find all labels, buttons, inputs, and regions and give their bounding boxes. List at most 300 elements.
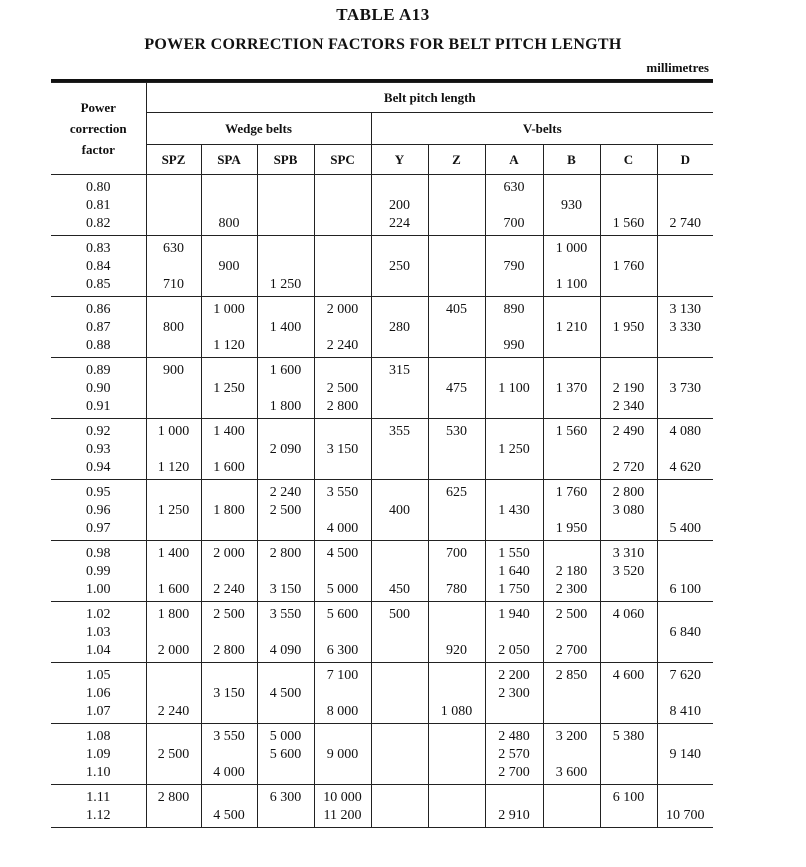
length-cell-spb xyxy=(257,663,314,724)
length-value xyxy=(486,789,543,807)
length-value xyxy=(147,179,201,197)
factor-cell xyxy=(51,602,146,663)
length-value xyxy=(258,807,314,825)
table-row xyxy=(51,175,713,236)
length-value xyxy=(658,258,714,276)
length-value: 3 310 xyxy=(612,546,645,561)
length-value xyxy=(486,703,543,721)
factor-value: 0.97 xyxy=(86,521,111,536)
length-value xyxy=(372,380,428,398)
length-value: 2 800 xyxy=(612,485,645,500)
length-cell-spb xyxy=(257,785,314,828)
length-cell-spc xyxy=(314,785,371,828)
factor-cell xyxy=(51,785,146,828)
factor-value: 1.00 xyxy=(86,582,111,597)
length-value xyxy=(315,624,371,642)
factor-value: 0.99 xyxy=(86,564,111,579)
length-value xyxy=(658,276,714,294)
length-value: 280 xyxy=(389,320,410,335)
length-value: 3 550 xyxy=(269,607,302,622)
length-cell-d xyxy=(657,724,713,785)
length-value: 3 550 xyxy=(326,485,359,500)
correction-factor-table xyxy=(51,82,713,828)
length-value xyxy=(258,624,314,642)
length-value xyxy=(372,545,428,563)
length-value xyxy=(658,484,714,502)
length-value: 2 500 xyxy=(326,381,359,396)
length-value xyxy=(429,746,485,764)
length-cell-d xyxy=(657,541,713,602)
length-value xyxy=(372,484,428,502)
length-value xyxy=(429,502,485,520)
length-cell-b xyxy=(543,724,600,785)
factor-header-line: correction xyxy=(69,121,127,136)
length-value: 800 xyxy=(163,320,184,335)
length-value xyxy=(202,484,257,502)
length-value: 2 500 xyxy=(269,503,302,518)
length-cell-d xyxy=(657,602,713,663)
length-value xyxy=(429,520,485,538)
length-value: 2 910 xyxy=(498,808,530,823)
table-row xyxy=(51,785,713,828)
length-value xyxy=(372,240,428,258)
length-value xyxy=(544,441,600,459)
length-cell-c xyxy=(600,175,657,236)
length-value: 5 600 xyxy=(326,607,359,622)
length-value: 1 250 xyxy=(269,277,302,292)
length-value xyxy=(258,301,314,319)
factor-value: 1.04 xyxy=(86,643,111,658)
factor-value: 0.86 xyxy=(86,302,111,317)
length-value: 630 xyxy=(503,180,525,195)
length-cell-d xyxy=(657,175,713,236)
length-value: 3 130 xyxy=(669,302,702,317)
length-value: 224 xyxy=(389,216,410,231)
length-value xyxy=(315,563,371,581)
length-value xyxy=(429,789,485,807)
length-value xyxy=(315,764,371,782)
length-value xyxy=(429,258,485,276)
length-cell-z xyxy=(428,358,485,419)
length-value xyxy=(429,197,485,215)
length-value: 3 080 xyxy=(612,503,645,518)
table-header xyxy=(51,83,713,175)
length-value: 1 600 xyxy=(269,363,302,378)
length-value: 475 xyxy=(446,381,467,396)
length-value: 200 xyxy=(389,198,410,213)
length-value xyxy=(429,319,485,337)
length-value xyxy=(544,685,600,703)
length-value xyxy=(258,703,314,721)
length-value xyxy=(258,215,314,233)
length-cell-spb xyxy=(257,297,314,358)
column-header-c: C xyxy=(600,145,657,175)
length-value: 9 000 xyxy=(326,747,359,762)
length-value xyxy=(258,380,314,398)
length-cell-a xyxy=(485,480,543,541)
length-value xyxy=(486,459,543,477)
length-cell-c xyxy=(600,663,657,724)
length-value: 1 560 xyxy=(555,424,588,439)
length-value xyxy=(544,502,600,520)
factor-value: 0.91 xyxy=(86,399,111,414)
factor-value: 0.82 xyxy=(86,216,111,231)
length-value xyxy=(147,667,201,685)
length-value: 4 620 xyxy=(669,460,702,475)
length-value xyxy=(429,807,485,825)
length-value: 4 080 xyxy=(669,424,702,439)
length-value xyxy=(544,789,600,807)
length-value xyxy=(372,807,428,825)
length-value: 2 300 xyxy=(555,582,588,597)
column-header-spa: SPA xyxy=(201,145,257,175)
length-value xyxy=(202,746,257,764)
length-cell-spb xyxy=(257,480,314,541)
length-value: 1 080 xyxy=(440,704,473,719)
length-value: 1 000 xyxy=(213,302,245,317)
length-cell-c xyxy=(600,480,657,541)
length-value: 710 xyxy=(163,277,184,292)
length-value xyxy=(202,240,257,258)
length-value xyxy=(601,179,657,197)
factor-value: 1.11 xyxy=(86,790,111,805)
length-value: 2 050 xyxy=(498,643,530,658)
length-value: 3 730 xyxy=(669,381,702,396)
length-value xyxy=(202,563,257,581)
length-value xyxy=(544,545,600,563)
length-cell-spa xyxy=(201,541,257,602)
column-header-z: Z xyxy=(428,145,485,175)
length-value: 900 xyxy=(218,259,240,274)
length-value: 5 400 xyxy=(669,521,702,536)
length-cell-spa xyxy=(201,419,257,480)
length-value: 1 560 xyxy=(612,216,645,231)
length-value: 10 700 xyxy=(666,808,705,823)
length-cell-spa xyxy=(201,724,257,785)
length-value: 1 100 xyxy=(555,277,588,292)
length-cell-b xyxy=(543,602,600,663)
length-cell-b xyxy=(543,419,600,480)
length-value xyxy=(315,362,371,380)
length-value: 1 250 xyxy=(213,381,245,396)
length-value xyxy=(315,215,371,233)
length-value xyxy=(601,764,657,782)
length-value xyxy=(372,520,428,538)
length-cell-spc xyxy=(314,602,371,663)
length-value: 1 120 xyxy=(157,460,190,475)
length-cell-a xyxy=(485,236,543,297)
length-value: 2 570 xyxy=(498,747,530,762)
length-value xyxy=(372,441,428,459)
factor-value: 0.80 xyxy=(86,180,111,195)
length-value: 1 430 xyxy=(498,503,530,518)
length-value xyxy=(372,337,428,355)
length-cell-d xyxy=(657,419,713,480)
length-cell-spb xyxy=(257,236,314,297)
units-label: millimetres xyxy=(646,60,709,75)
length-value xyxy=(658,337,714,355)
length-cell-a xyxy=(485,785,543,828)
length-value xyxy=(601,362,657,380)
length-cell-z xyxy=(428,663,485,724)
length-value: 2 500 xyxy=(213,607,245,622)
length-value xyxy=(601,624,657,642)
length-value: 1 550 xyxy=(498,546,530,561)
length-value xyxy=(372,398,428,416)
length-value: 3 150 xyxy=(269,582,302,597)
length-cell-spc xyxy=(314,663,371,724)
factor-cell xyxy=(51,419,146,480)
factor-cell xyxy=(51,541,146,602)
length-value: 1 400 xyxy=(269,320,302,335)
length-value xyxy=(544,459,600,477)
factor-value: 1.06 xyxy=(86,686,111,701)
length-cell-c xyxy=(600,358,657,419)
length-cell-spb xyxy=(257,602,314,663)
length-cell-d xyxy=(657,785,713,828)
factor-header-line: Power xyxy=(80,100,116,115)
length-value xyxy=(486,398,543,416)
length-value xyxy=(601,441,657,459)
length-value xyxy=(429,215,485,233)
length-cell-spc xyxy=(314,480,371,541)
column-header-spb: SPB xyxy=(257,145,314,175)
length-value xyxy=(429,667,485,685)
length-value xyxy=(147,484,201,502)
length-value: 5 600 xyxy=(269,747,302,762)
length-value xyxy=(486,423,543,441)
length-value xyxy=(315,423,371,441)
length-value xyxy=(658,398,714,416)
length-cell-spa xyxy=(201,785,257,828)
length-value: 4 000 xyxy=(326,521,359,536)
table-row xyxy=(51,480,713,541)
length-value: 8 410 xyxy=(669,704,702,719)
length-value: 5 000 xyxy=(269,729,302,744)
length-cell-spz xyxy=(146,602,201,663)
length-value: 1 800 xyxy=(269,399,302,414)
length-value: 1 750 xyxy=(498,582,530,597)
length-value: 2 700 xyxy=(498,765,530,780)
length-value: 1 800 xyxy=(157,607,190,622)
length-value xyxy=(544,624,600,642)
length-value: 630 xyxy=(163,241,184,256)
length-cell-spa xyxy=(201,480,257,541)
length-cell-z xyxy=(428,724,485,785)
length-value xyxy=(147,520,201,538)
length-cell-spz xyxy=(146,663,201,724)
length-value xyxy=(202,703,257,721)
length-value xyxy=(429,398,485,416)
length-cell-spz xyxy=(146,785,201,828)
length-cell-spz xyxy=(146,480,201,541)
length-cell-c xyxy=(600,236,657,297)
length-value: 1 800 xyxy=(213,503,245,518)
length-value: 6 300 xyxy=(326,643,359,658)
length-cell-d xyxy=(657,480,713,541)
length-cell-a xyxy=(485,541,543,602)
length-value: 1 760 xyxy=(555,485,588,500)
length-cell-b xyxy=(543,663,600,724)
length-value: 1 250 xyxy=(498,442,530,457)
table-row xyxy=(51,358,713,419)
length-value xyxy=(429,685,485,703)
length-value xyxy=(372,459,428,477)
length-cell-b xyxy=(543,175,600,236)
length-value: 2 480 xyxy=(498,729,530,744)
length-cell-spc xyxy=(314,419,371,480)
length-value: 780 xyxy=(446,582,467,597)
length-cell-d xyxy=(657,236,713,297)
length-value xyxy=(372,746,428,764)
length-value xyxy=(658,563,714,581)
length-value: 2 800 xyxy=(269,546,302,561)
length-value xyxy=(601,301,657,319)
length-cell-b xyxy=(543,297,600,358)
factor-header-line: factor xyxy=(81,142,115,157)
length-value xyxy=(258,764,314,782)
table-row xyxy=(51,419,713,480)
length-value xyxy=(258,520,314,538)
length-cell-spc xyxy=(314,541,371,602)
table-subtitle: POWER CORRECTION FACTORS FOR BELT PITCH LENGTH xyxy=(144,36,622,53)
length-value xyxy=(601,807,657,825)
table-row xyxy=(51,297,713,358)
length-value: 6 100 xyxy=(612,790,645,805)
length-value xyxy=(429,459,485,477)
length-cell-y xyxy=(371,358,428,419)
factor-value: 0.92 xyxy=(86,424,111,439)
column-header-d: D xyxy=(657,145,713,175)
length-value: 1 950 xyxy=(612,320,645,335)
length-value: 6 300 xyxy=(269,790,302,805)
length-value xyxy=(486,484,543,502)
length-value: 700 xyxy=(446,546,467,561)
length-value: 700 xyxy=(503,216,525,231)
length-value xyxy=(544,337,600,355)
length-value: 3 150 xyxy=(326,442,359,457)
factor-value: 0.87 xyxy=(86,320,111,335)
length-value xyxy=(315,197,371,215)
column-header-spz: SPZ xyxy=(146,145,201,175)
length-value xyxy=(372,703,428,721)
length-value xyxy=(658,240,714,258)
length-value: 2 240 xyxy=(269,485,302,500)
length-value xyxy=(147,215,201,233)
length-value xyxy=(658,789,714,807)
length-value: 1 950 xyxy=(555,521,588,536)
length-value: 4 600 xyxy=(612,668,645,683)
length-cell-c xyxy=(600,785,657,828)
length-value xyxy=(147,441,201,459)
length-value xyxy=(202,197,257,215)
length-value xyxy=(258,240,314,258)
factor-value: 0.85 xyxy=(86,277,111,292)
length-value xyxy=(601,642,657,660)
length-cell-b xyxy=(543,358,600,419)
factor-value: 0.95 xyxy=(86,485,111,500)
length-value xyxy=(147,764,201,782)
length-value: 2 850 xyxy=(555,668,588,683)
length-cell-y xyxy=(371,663,428,724)
length-value: 11 200 xyxy=(323,808,362,823)
length-value xyxy=(601,520,657,538)
length-value: 1 120 xyxy=(213,338,245,353)
length-value: 800 xyxy=(218,216,240,231)
length-value: 6 100 xyxy=(669,582,702,597)
length-value xyxy=(147,624,201,642)
length-value xyxy=(372,301,428,319)
length-value xyxy=(202,319,257,337)
length-value xyxy=(202,441,257,459)
length-cell-c xyxy=(600,541,657,602)
length-value: 7 100 xyxy=(326,668,359,683)
length-cell-y xyxy=(371,602,428,663)
length-value: 2 300 xyxy=(498,686,530,701)
length-value: 2 240 xyxy=(213,582,245,597)
length-value: 2 740 xyxy=(669,216,702,231)
length-cell-a xyxy=(485,602,543,663)
length-value xyxy=(658,642,714,660)
factor-value: 0.96 xyxy=(86,503,111,518)
length-value xyxy=(544,362,600,380)
length-value: 920 xyxy=(446,643,467,658)
length-value xyxy=(372,276,428,294)
length-value xyxy=(147,563,201,581)
table-row xyxy=(51,602,713,663)
length-value xyxy=(372,624,428,642)
factor-header xyxy=(51,83,146,175)
length-value xyxy=(658,362,714,380)
length-value: 1 400 xyxy=(157,546,190,561)
factor-value: 1.12 xyxy=(86,808,111,823)
length-value xyxy=(202,398,257,416)
length-value xyxy=(429,606,485,624)
length-value: 1 000 xyxy=(157,424,190,439)
length-cell-y xyxy=(371,785,428,828)
v-belts-header: V-belts xyxy=(371,113,713,145)
column-header-y: Y xyxy=(371,145,428,175)
length-value xyxy=(601,581,657,599)
factor-value: 0.94 xyxy=(86,460,111,475)
length-value xyxy=(202,276,257,294)
length-value: 1 940 xyxy=(498,607,530,622)
length-value: 2 700 xyxy=(555,643,588,658)
length-value: 3 150 xyxy=(213,686,245,701)
length-cell-spa xyxy=(201,175,257,236)
length-value: 1 250 xyxy=(157,503,190,518)
length-value xyxy=(315,179,371,197)
length-cell-spz xyxy=(146,297,201,358)
length-value: 405 xyxy=(446,302,467,317)
length-value xyxy=(544,179,600,197)
length-cell-spb xyxy=(257,724,314,785)
length-value xyxy=(147,337,201,355)
length-value xyxy=(147,301,201,319)
length-value: 5 000 xyxy=(326,582,359,597)
factor-value: 0.93 xyxy=(86,442,111,457)
length-value: 10 000 xyxy=(323,790,362,805)
table-body xyxy=(51,175,713,828)
length-value: 2 000 xyxy=(157,643,190,658)
length-value xyxy=(486,520,543,538)
length-value: 1 600 xyxy=(213,460,245,475)
factor-value: 1.05 xyxy=(86,668,111,683)
length-value: 4 500 xyxy=(269,686,302,701)
length-cell-b xyxy=(543,785,600,828)
length-cell-y xyxy=(371,236,428,297)
length-value: 2 800 xyxy=(326,399,359,414)
